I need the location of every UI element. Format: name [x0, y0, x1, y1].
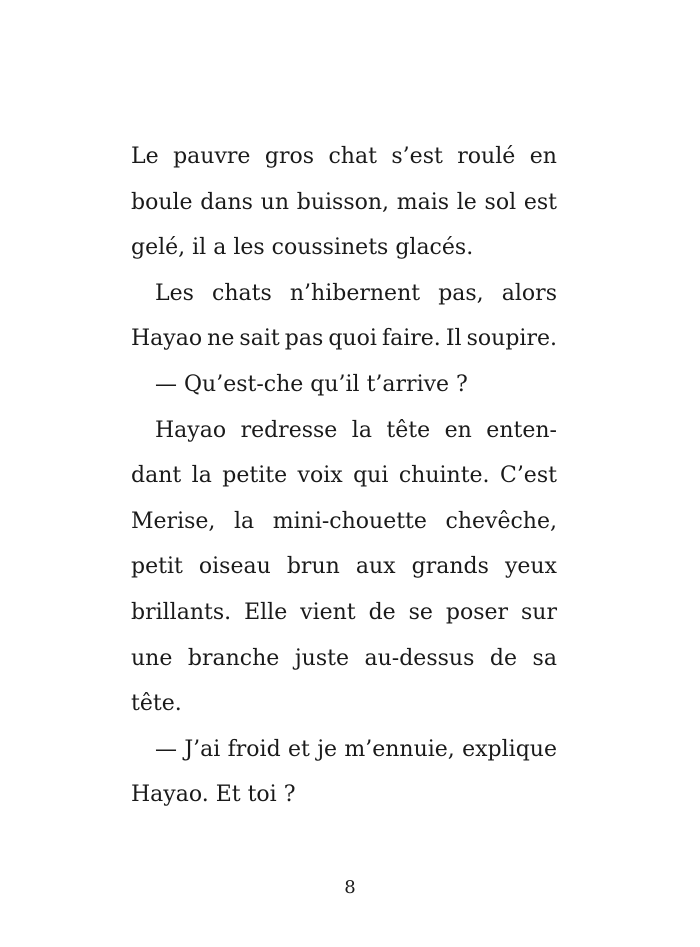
text-line	[131, 636, 557, 682]
text-line	[131, 134, 557, 180]
word: la	[351, 417, 372, 443]
word: oiseau	[198, 554, 271, 580]
word: dans	[200, 189, 253, 215]
word: petit	[131, 554, 183, 580]
word: tête	[386, 417, 431, 443]
word: pas,	[438, 280, 484, 306]
word: le	[456, 189, 477, 215]
word: se	[408, 599, 433, 625]
word: alors	[501, 280, 557, 306]
word: sur	[520, 599, 557, 625]
word: chats	[212, 280, 272, 306]
word: yeux	[504, 554, 557, 580]
word: ne	[207, 326, 235, 352]
word: gros	[264, 144, 315, 169]
word: mini-chouette	[272, 508, 427, 534]
text-line	[131, 727, 557, 773]
word: sait	[239, 326, 280, 352]
word: un	[260, 189, 290, 215]
word: branche	[187, 645, 280, 671]
word: redresse	[240, 417, 338, 443]
word: Il	[445, 326, 462, 352]
page-number: 8	[344, 877, 356, 898]
word: et	[287, 736, 310, 762]
word: en	[529, 144, 557, 169]
body-text	[131, 134, 557, 818]
word: Merise,	[131, 508, 216, 534]
word: quoi	[328, 326, 377, 352]
text-line	[131, 544, 557, 590]
word: enten-	[486, 417, 557, 443]
word: qui	[353, 463, 389, 489]
word: Elle	[244, 599, 288, 625]
word: Le	[131, 144, 159, 169]
word: de	[489, 645, 518, 671]
word: explique	[462, 736, 557, 762]
word: je	[317, 736, 338, 762]
word: buisson,	[296, 189, 390, 215]
word: vient	[300, 599, 356, 625]
word: chuinte.	[398, 463, 490, 489]
word: n’hibernent	[289, 280, 421, 306]
text-line: tête.	[131, 691, 182, 717]
word: s’est	[391, 144, 443, 169]
text-line	[131, 590, 557, 636]
word: soupire.	[466, 326, 557, 352]
word: boule	[131, 189, 193, 215]
word: faire.	[381, 326, 441, 352]
word: J’ai	[184, 736, 221, 762]
word: juste	[294, 645, 349, 671]
word: sol	[484, 189, 517, 215]
word: dant	[131, 463, 182, 489]
word: chat	[328, 144, 377, 169]
word: sa	[532, 645, 557, 671]
word: pauvre	[173, 144, 251, 169]
text-line: gelé, il a les coussinets glacés.	[131, 235, 474, 261]
word: une	[131, 645, 173, 671]
text-line	[131, 499, 557, 545]
word: brun	[286, 554, 340, 580]
word: au-dessus	[364, 645, 475, 671]
word: la	[191, 463, 212, 489]
word: voix	[297, 463, 343, 489]
word: froid	[227, 736, 281, 762]
word: C’est	[499, 463, 557, 489]
word: Hayao	[131, 326, 203, 352]
word: de	[368, 599, 396, 625]
text-line	[131, 180, 557, 226]
word: grands	[411, 554, 489, 580]
word: m’ennuie,	[344, 736, 455, 762]
word: en	[444, 417, 472, 443]
word: brillants.	[131, 599, 232, 625]
word: pas	[284, 326, 324, 352]
word: est	[523, 189, 557, 215]
text-line	[131, 316, 557, 362]
word: aux	[355, 554, 396, 580]
word: Les	[155, 280, 194, 306]
text-line: Hayao. Et toi ?	[131, 782, 296, 808]
word: poser	[445, 599, 509, 625]
word: —	[155, 736, 177, 762]
word: chevêche,	[445, 508, 557, 534]
word: la	[234, 508, 255, 534]
text-line	[131, 408, 557, 454]
text-line: — Qu’est-che qu’il t’arrive ?	[155, 371, 468, 397]
word: roulé	[457, 144, 516, 169]
word: mais	[396, 189, 450, 215]
word: petite	[222, 463, 288, 489]
text-line	[131, 271, 557, 317]
word: Hayao	[155, 417, 227, 443]
text-line	[131, 453, 557, 499]
